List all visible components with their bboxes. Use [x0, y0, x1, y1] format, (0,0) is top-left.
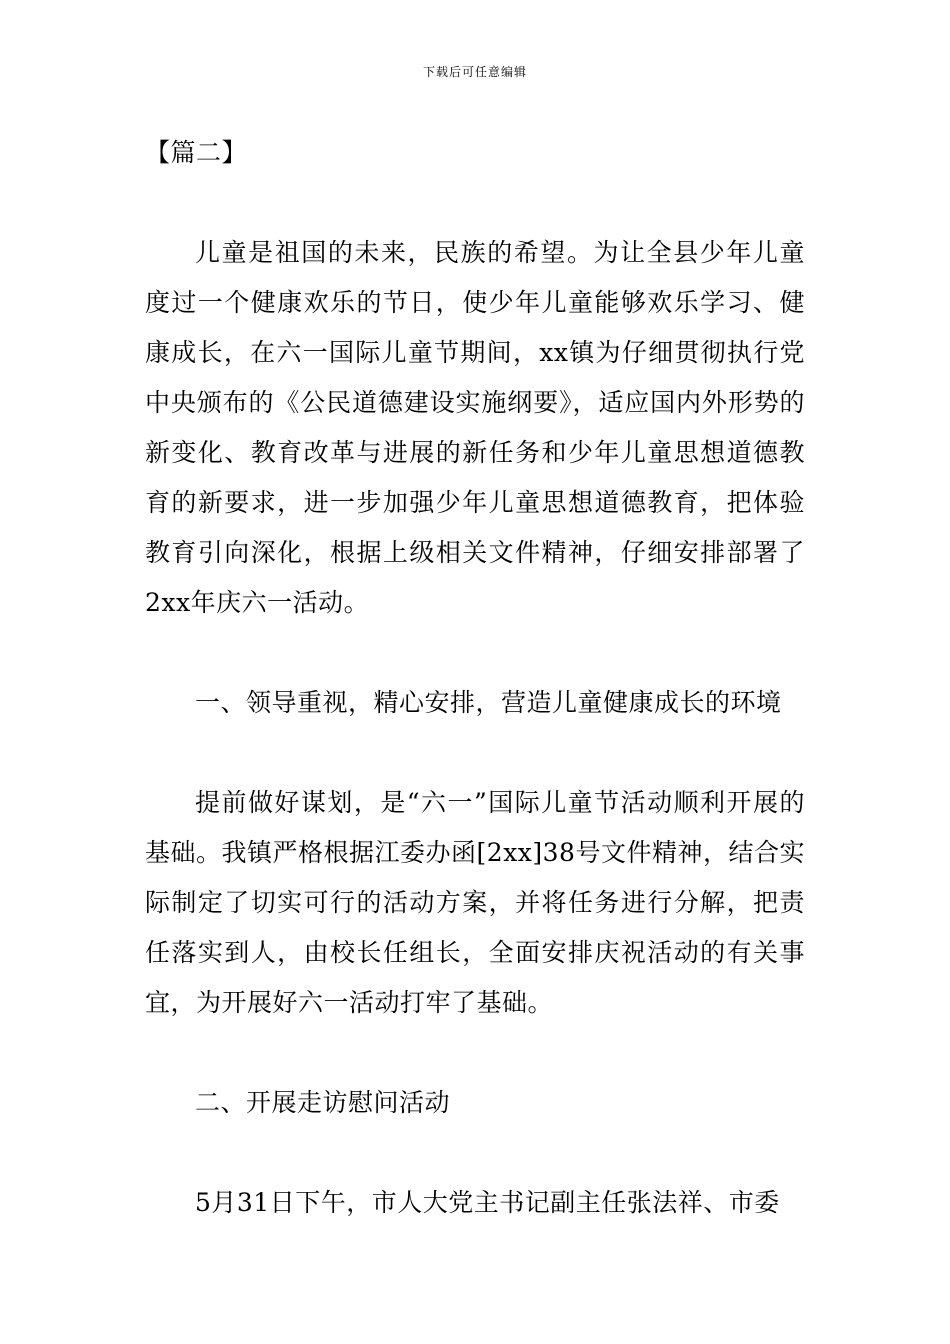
section-tag: 【篇二】	[145, 138, 248, 167]
spacer	[145, 1028, 805, 1078]
spacer	[145, 1128, 805, 1178]
heading-section-two: 二、开展走访慰问活动	[195, 1088, 451, 1117]
paragraph-section-two: 5月31日下午，市人大党主书记副主任张法祥、市委	[195, 1188, 780, 1217]
spacer	[145, 628, 805, 678]
paragraph-section-one: 提前做好谋划，是“六一”国际儿童节活动顺利开展的基础。我镇严格根据江委办函[2xx]38号文件精神，结合实际制定了切实可行的活动方案，并将任务进行分解，把责任落实到人，由校长任组长，全面安排庆祝活动的有关事宜，为开展好六一活动打牢了基础。	[145, 788, 805, 1017]
document-body	[145, 128, 805, 1228]
paragraph-intro: 儿童是祖国的未来，民族的希望。为让全县少年儿童度过一个健康欢乐的节日，使少年儿童能够欢乐学习、健康成长，在六一国际儿童节期间，xx镇为仔细贯彻执行党中央颁布的《公民道德建设实施纲要》，适应国内外形势的新变化、教育改革与进展的新任务和少年儿童思想道德教育的新要求，进一步加强少年儿童思想道德教育，把体验教育引向深化，根据上级相关文件精神，仔细安排部署了2xx年庆六一活动。	[145, 238, 805, 617]
spacer	[145, 178, 805, 228]
spacer	[145, 728, 805, 778]
heading-section-one: 一、领导重视，精心安排，营造儿童健康成长的环境	[195, 688, 782, 717]
page-header-note: 下载后可任意编辑	[422, 65, 527, 79]
